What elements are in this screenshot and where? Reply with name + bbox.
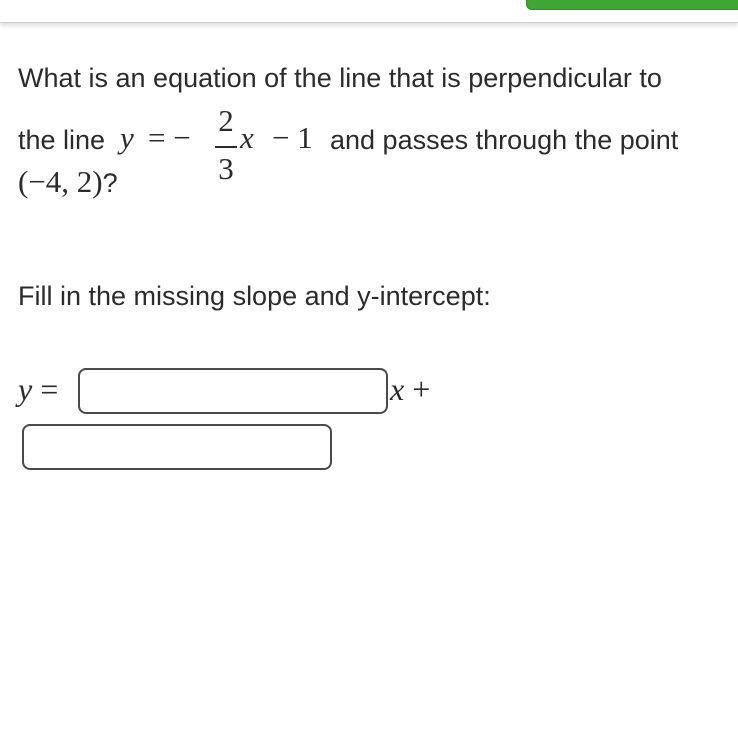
question-mark: ?	[102, 168, 118, 198]
equation-y: y	[18, 371, 33, 407]
equation-plus: +	[412, 371, 431, 407]
question-line-3	[18, 166, 118, 199]
submit-button[interactable]	[526, 0, 738, 10]
y-intercept-input[interactable]	[22, 424, 332, 470]
instruction-text: Fill in the missing slope and y-intercept:	[18, 281, 491, 311]
question-line-prefix: the line	[18, 125, 106, 155]
fraction-denominator: 3	[218, 151, 234, 186]
slope-input[interactable]	[78, 368, 388, 414]
question-line-1: What is an equation of the line that is perpendicular to	[18, 63, 662, 93]
fraction-bar	[215, 146, 237, 148]
math-x: x	[240, 120, 254, 155]
equation-equals: =	[40, 371, 59, 407]
equation-x: x	[390, 371, 405, 407]
equation-x-plus	[390, 372, 430, 406]
math-equals-minus: = −	[148, 120, 191, 155]
fraction-numerator: 2	[218, 103, 234, 138]
math-minus-one: − 1	[272, 120, 313, 155]
point-coordinates: (−4, 2)	[18, 164, 103, 199]
top-bar	[0, 0, 738, 23]
fraction-two-thirds	[214, 102, 238, 190]
equation-lhs	[18, 372, 58, 406]
question-line-suffix: and passes through the point	[330, 125, 679, 155]
math-y: y	[120, 120, 134, 155]
